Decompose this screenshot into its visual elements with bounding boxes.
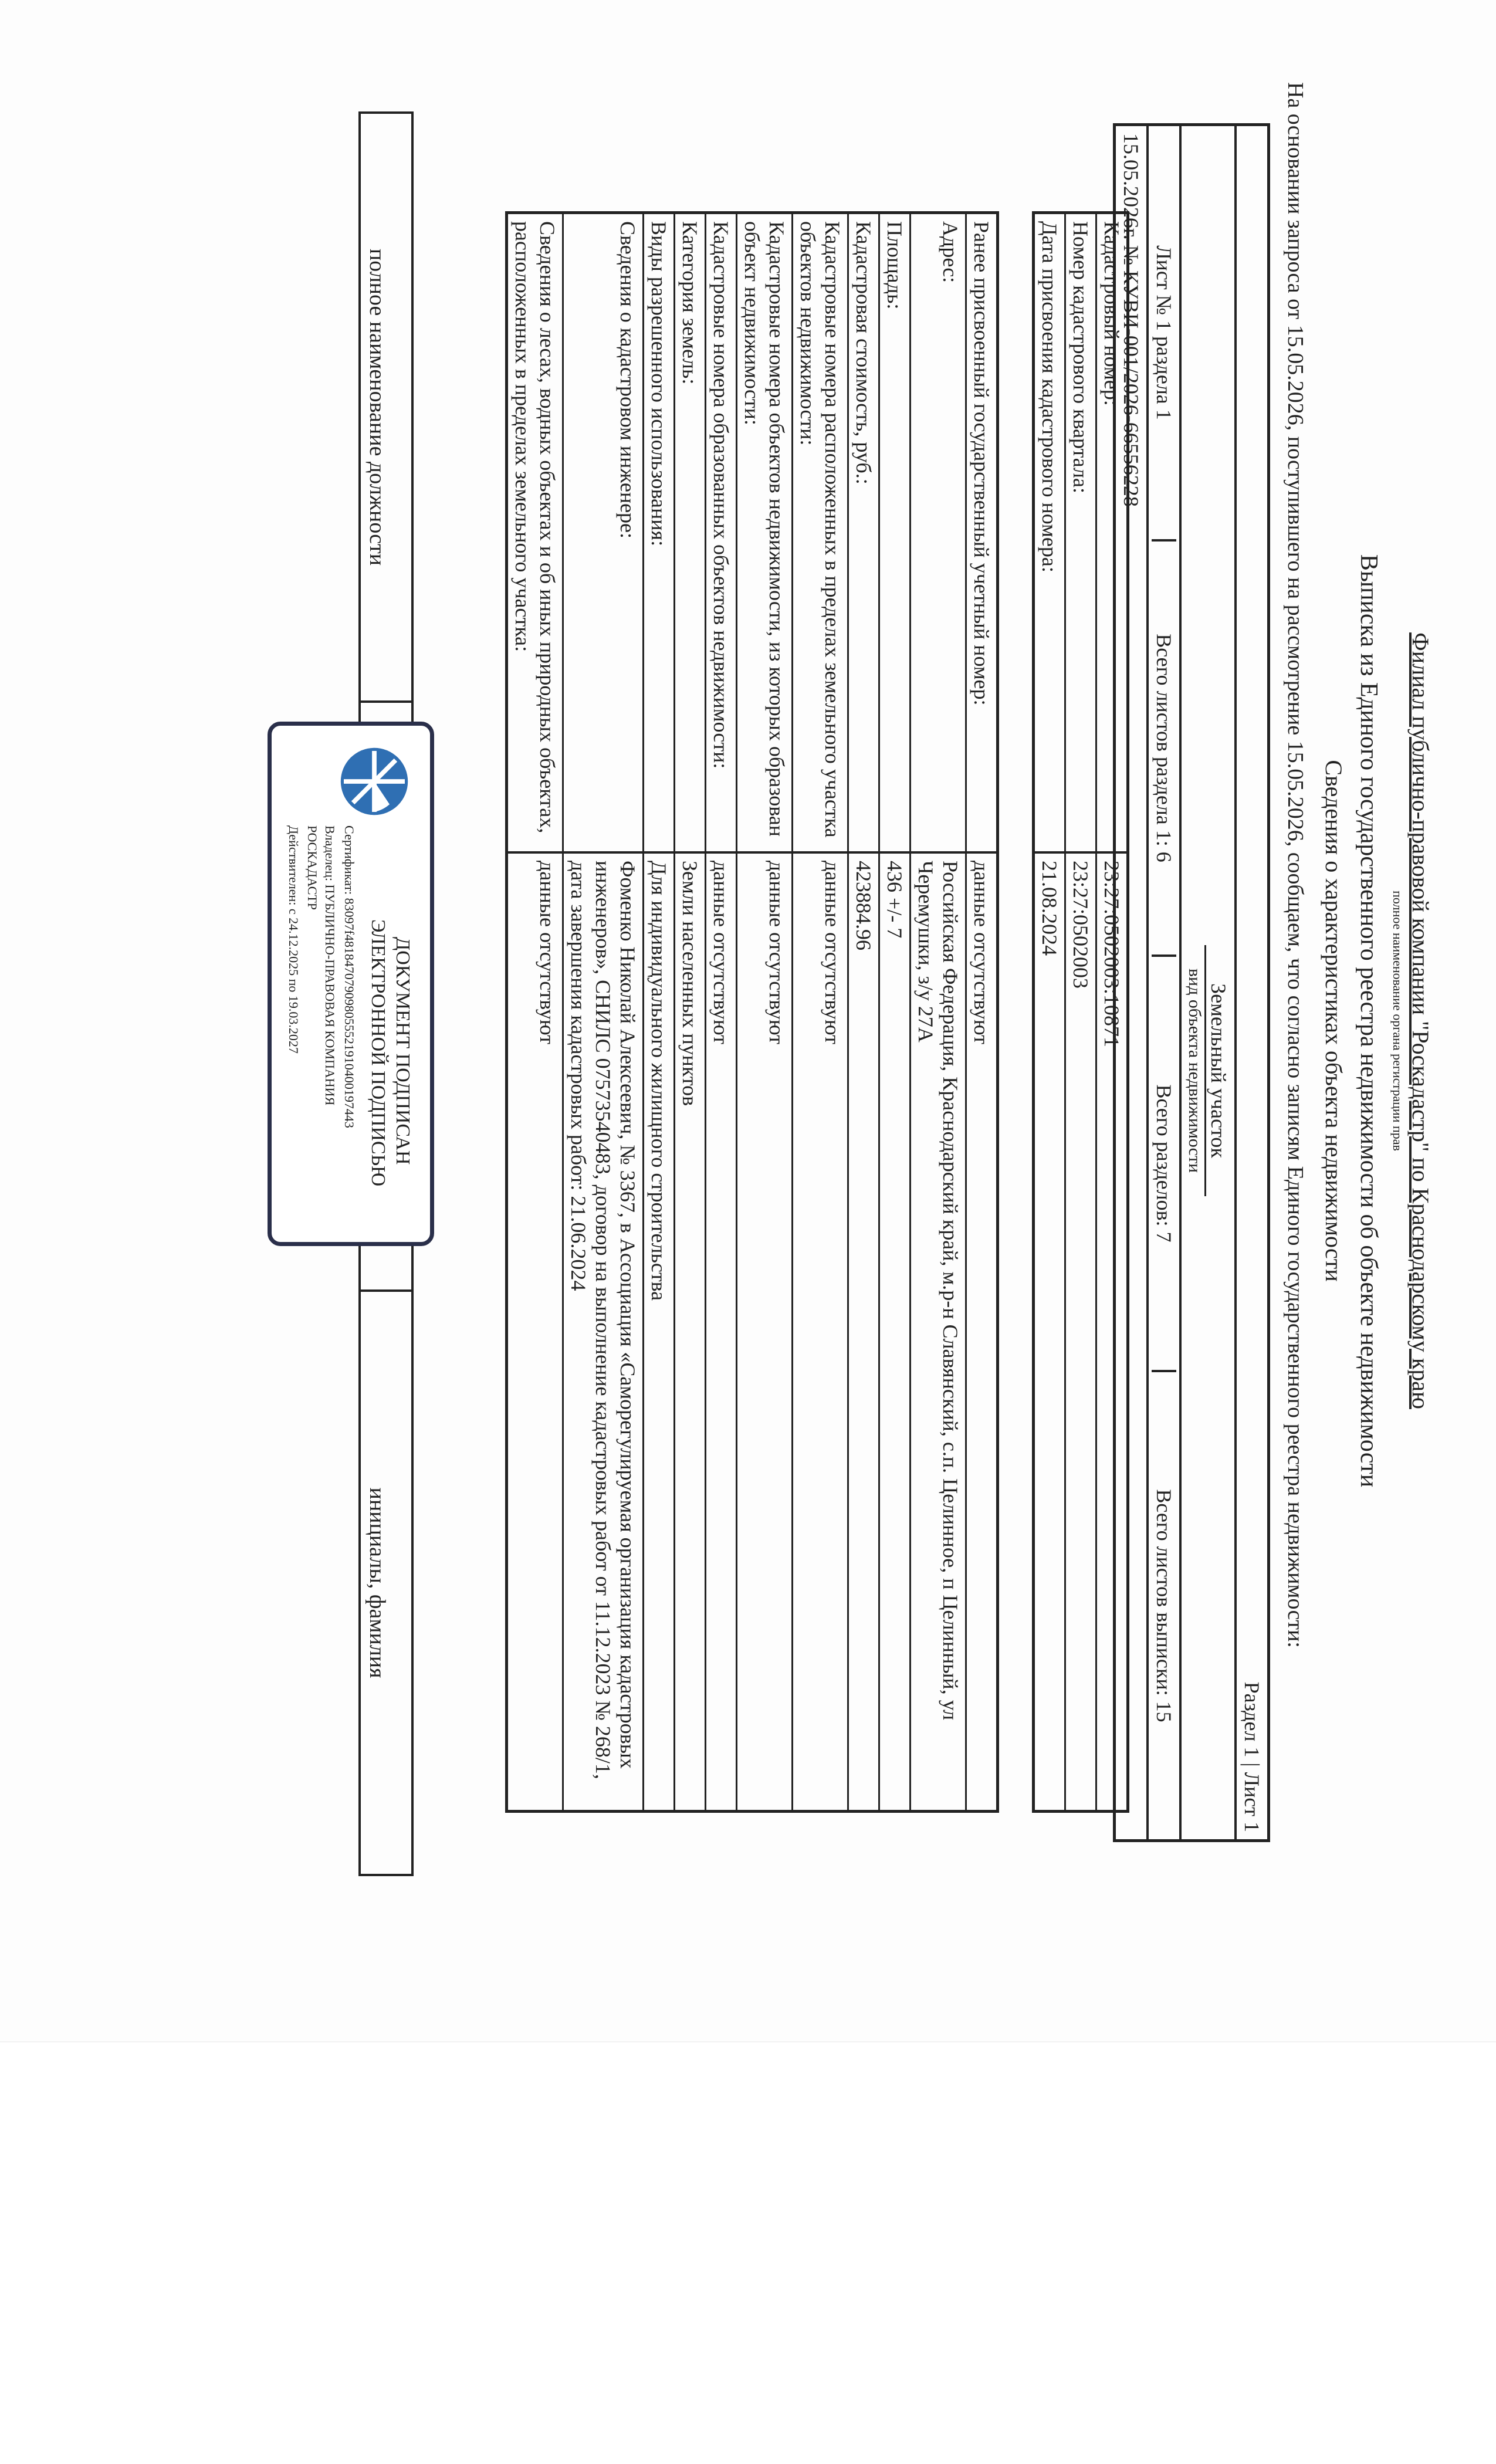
field-value: данные отсутствуют xyxy=(536,861,559,1044)
table-row xyxy=(736,214,791,1810)
field-label: Ранее присвоенный государственный учетный номер: xyxy=(967,214,996,854)
extract-sheets: Всего листов выписки: 15 xyxy=(1152,1489,1176,1722)
extract-number: 15.05.2026г. № КУВИ-001/2026-66556228 xyxy=(1119,133,1143,507)
field-label: Сведения о кадастровом инженере: xyxy=(564,214,642,854)
field-value: 423884.96 xyxy=(852,861,875,950)
table-row xyxy=(705,214,736,1810)
object-type: Земельный участок xyxy=(1207,983,1231,1158)
table-row xyxy=(791,214,847,1810)
field-value: Земли населенных пунктов xyxy=(678,861,702,1106)
field-value: Фоменко Николай Алексеевич, № 3367, в Ассоциация «Саморегулируемая организация кадастровых инженеров», СНИЛС 07573540483, договор на выполнение кадастровых работ от 11.12.2023 № 268/1, дата завершения кадастровых работ: 21.06.2024 xyxy=(567,861,639,1779)
table-row xyxy=(673,214,705,1810)
table-row xyxy=(642,214,673,1810)
name-caption: инициалы, фамилия xyxy=(365,1487,390,1678)
sheet-label: Лист № 1 раздела 1 xyxy=(1152,126,1176,541)
field-label: Кадастровые номера объектов недвижимости, из которых образован объект недвижимости: xyxy=(737,214,791,854)
table-row xyxy=(847,214,878,1810)
sections-total: Всего разделов: 7 xyxy=(1152,957,1176,1372)
e-signature-stamp xyxy=(268,722,434,1246)
field-value: данные отсутствуют xyxy=(765,861,788,1044)
stamp-certificate: Сертификат: 83097f481847079098055521910400197443 xyxy=(342,825,357,1128)
roskadastr-logo-icon xyxy=(336,743,412,820)
agency-caption: полное наименование органа регистрации прав xyxy=(1390,891,1405,1151)
field-label: Сведения о лесах, водных объектах и об иных природных объектах, расположенных в пределах земельного участка: xyxy=(508,214,562,854)
field-label: Дата присвоения кадастрового номера: xyxy=(1035,214,1064,854)
field-value: Российская Федерация, Краснодарский край, м.р-н Славянский, с.п. Целинное, п Целинный, ул Черемушки, з/у 27А xyxy=(914,861,962,1721)
characteristics-table xyxy=(505,211,999,1813)
field-value: данные отсутствуют xyxy=(821,861,844,1044)
table-row xyxy=(1095,214,1126,1810)
field-label: Виды разрешенного использования: xyxy=(644,214,673,854)
field-value: Для индивидуального жилищного строительства xyxy=(647,861,671,1301)
field-value: данные отсутствуют xyxy=(970,861,993,1044)
table-row xyxy=(562,214,642,1810)
field-label: Кадастровые номера расположенных в пределах земельного участка объектов недвижимости: xyxy=(793,214,847,854)
field-label: Кадастровая стоимость, руб.: xyxy=(849,214,878,854)
field-value: 436 +/- 7 xyxy=(883,861,906,939)
field-label: Кадастровые номера образованных объектов недвижимости: xyxy=(706,214,736,854)
stamp-title-line1: ДОКУМЕНТ ПОДПИСАН xyxy=(392,937,414,1165)
stamp-owner: Владелец: ПУБЛИЧНО-ПРАВОВАЯ КОМПАНИЯ xyxy=(323,825,337,1106)
agency-name: Филиал публично-правовой компании "Роскадастр" по Краснодарскому краю xyxy=(1407,632,1434,1409)
header-row-sheets xyxy=(1146,126,1179,1839)
section-sheet-label: Раздел 1 | Лист 1 xyxy=(1240,1681,1264,1832)
field-value: 21.08.2024 xyxy=(1038,861,1061,956)
header-table xyxy=(1113,123,1270,1842)
stamp-validity: Действителен: с 24.12.2025 по 19.03.2027 xyxy=(286,825,301,1054)
header-row-object xyxy=(1179,126,1234,1839)
field-value: 23:27:0502003 xyxy=(1069,861,1092,989)
stamp-title-line2: ЭЛЕКТРОННОЙ ПОДПИСЬЮ xyxy=(367,919,389,1187)
header-row-section xyxy=(1234,126,1267,1839)
table-row xyxy=(965,214,996,1810)
cadastral-table xyxy=(1032,211,1129,1813)
extract-title: Выписка из Единого государственного реестра недвижимости об объекте недвижимости xyxy=(1355,554,1382,1488)
stamp-owner-org: РОСКАДАСТР xyxy=(305,825,320,911)
field-label: Кадастровый номер: xyxy=(1097,214,1126,854)
field-value: 23:27:0502003:10871 xyxy=(1100,861,1123,1048)
extract-subtitle: Сведения о характеристиках объекта недвижимости xyxy=(1321,760,1347,1282)
field-label: Категория земель: xyxy=(675,214,705,854)
field-label: Площадь: xyxy=(880,214,909,854)
section-sheets: Всего листов раздела 1: 6 xyxy=(1152,541,1176,957)
basis-text: На основании запроса от 15.05.2026, поступившего на рассмотрение 15.05.2026, сообщаем, что согласно записям Единого государственного реестра недвижимости: xyxy=(1283,82,1308,1648)
field-label: Номер кадастрового квартала: xyxy=(1066,214,1095,854)
field-value: данные отсутствуют xyxy=(709,861,733,1044)
table-row xyxy=(1064,214,1095,1810)
table-row xyxy=(878,214,909,1810)
table-row xyxy=(909,214,965,1810)
field-label: Адрес: xyxy=(911,214,965,854)
object-type-caption: вид объекта недвижимости xyxy=(1185,945,1207,1196)
position-caption: полное наименование должности xyxy=(361,114,411,703)
rotated-document xyxy=(50,23,1446,2018)
table-row xyxy=(508,214,562,1810)
table-row xyxy=(1035,214,1064,1810)
